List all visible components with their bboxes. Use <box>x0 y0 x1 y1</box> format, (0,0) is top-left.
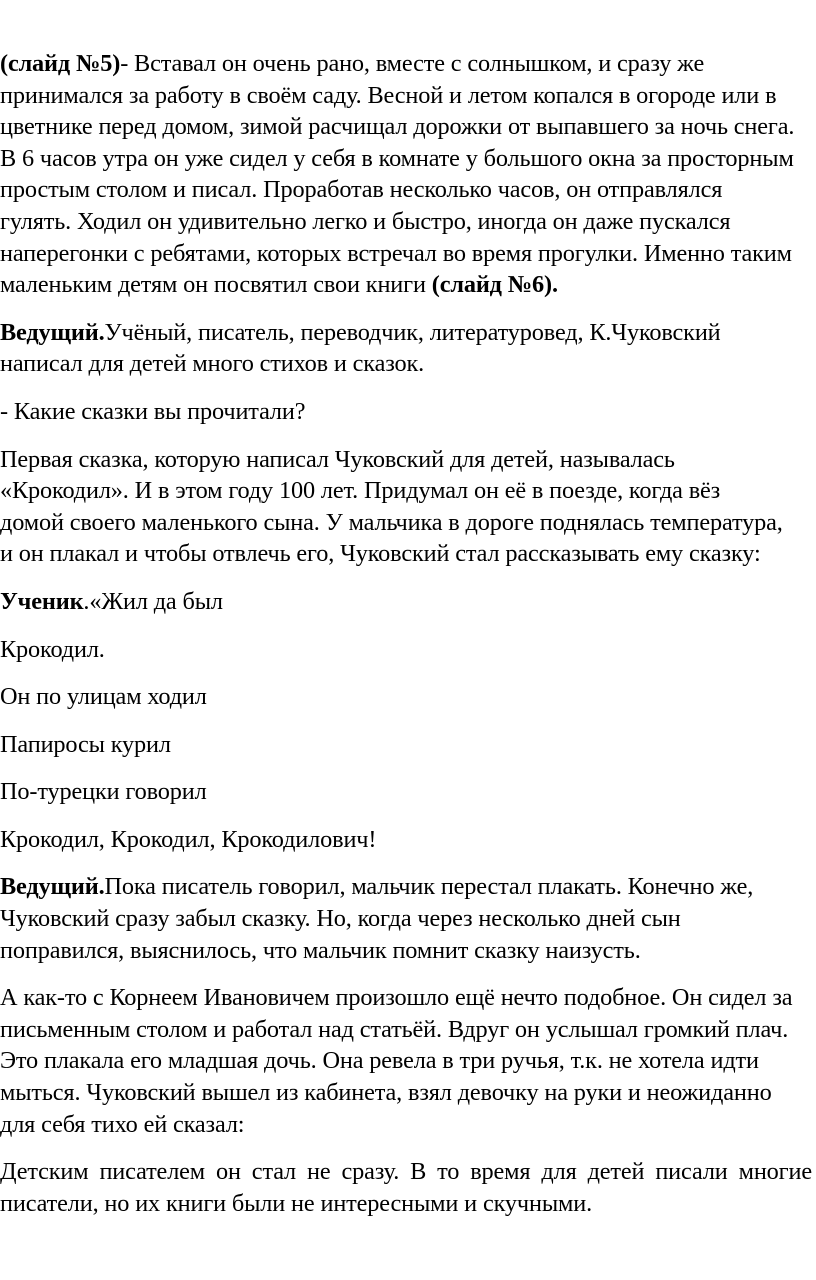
paragraph-host-story <box>0 871 816 966</box>
speaker-label: Ведущий. <box>0 318 105 346</box>
poem-line: Крокодил, Крокодил, Крокодилович! <box>0 825 377 853</box>
text-line: простым столом и писал. Проработав несколько часов, он отправлялся <box>0 176 723 204</box>
text-line: (слайд №5)- Вставал он очень рано, вместе с солнышком, и сразу же <box>0 50 705 77</box>
text-line: Это плакала его младшая дочь. Она ревела в три ручья, т.к. не хотела идти <box>0 1047 759 1075</box>
text-line: написал для детей много стихов и сказок. <box>0 350 425 378</box>
poem-line: Он по улицам ходил <box>0 683 207 711</box>
speaker-label: Ученик <box>0 587 84 615</box>
slide-5-marker: (слайд №5) <box>0 50 121 77</box>
text-line: домой своего маленького сына. У мальчика в дороге поднялась температура, <box>0 508 783 536</box>
text-line: маленьким детям он посвятил свои книги (слайд №6). <box>0 271 558 299</box>
text-line: письменным столом и работал над статьёй. Вдруг он услышал громкий плач. <box>0 1015 789 1043</box>
text-line: поправился, выяснилось, что мальчик помнит сказку наизусть. <box>0 936 641 964</box>
text-line: Первая сказка, которую написал Чуковский для детей, называлась <box>0 445 675 473</box>
poem-line: Папиросы курил <box>0 730 171 758</box>
paragraph-writer-path: Детским писателем он стал не сразу. В то время для детей писали многие писатели, но их книги были не интересными и скучными. <box>0 1158 812 1217</box>
text-line: Ведущий.Пока писатель говорил, мальчик перестал плакать. Конечно же, <box>0 873 754 901</box>
text-line: А как-то с Корнеем Ивановичем произошло ещё нечто подобное. Он сидел за <box>0 984 793 1012</box>
text-line: «Крокодил». И в этом году 100 лет. Придумал он её в поезде, когда вёз <box>0 477 721 505</box>
paragraph-daughter-story <box>0 982 816 1140</box>
paragraph-morning-routine <box>0 48 816 301</box>
poem-line: По-турецки говорил <box>0 778 207 806</box>
text-line: цветнике перед домом, зимой расчищал дорожки от выпавшего за ночь снега. <box>0 113 795 141</box>
text-line: Ведущий.Учёный, писатель, переводчик, литературовед, К.Чуковский <box>0 318 721 346</box>
paragraph-host-intro <box>0 317 816 380</box>
text-line: Чуковский сразу забыл сказку. Но, когда через несколько дней сын <box>0 905 681 933</box>
slide-6-marker: (слайд №6). <box>431 271 558 299</box>
poem-line: Крокодил. <box>0 635 105 663</box>
text-line: гулять. Ходил он удивительно легко и быстро, иногда он даже пускался <box>0 207 731 235</box>
paragraph-first-tale <box>0 444 816 570</box>
text-line: для себя тихо ей сказал: <box>0 1110 245 1138</box>
text-line: мыться. Чуковский вышел из кабинета, взял девочку на руки и неожиданно <box>0 1079 772 1107</box>
text-line: принимался за работу в своём саду. Весной и летом копался в огороде или в <box>0 81 777 109</box>
text-line: наперегонки с ребятами, которых встречал во время прогулки. Именно таким <box>0 239 792 267</box>
speaker-label: Ведущий. <box>0 873 105 901</box>
document-page <box>0 48 816 1235</box>
text-line: В 6 часов утра он уже сидел у себя в комнате у большого окна за просторным <box>0 144 794 172</box>
paragraph-question: - Какие сказки вы прочитали? <box>0 397 306 425</box>
text-line: и он плакал и чтобы отвлечь его, Чуковский стал рассказывать ему сказку: <box>0 540 761 568</box>
poem-line: Ученик.«Жил да был <box>0 587 223 615</box>
